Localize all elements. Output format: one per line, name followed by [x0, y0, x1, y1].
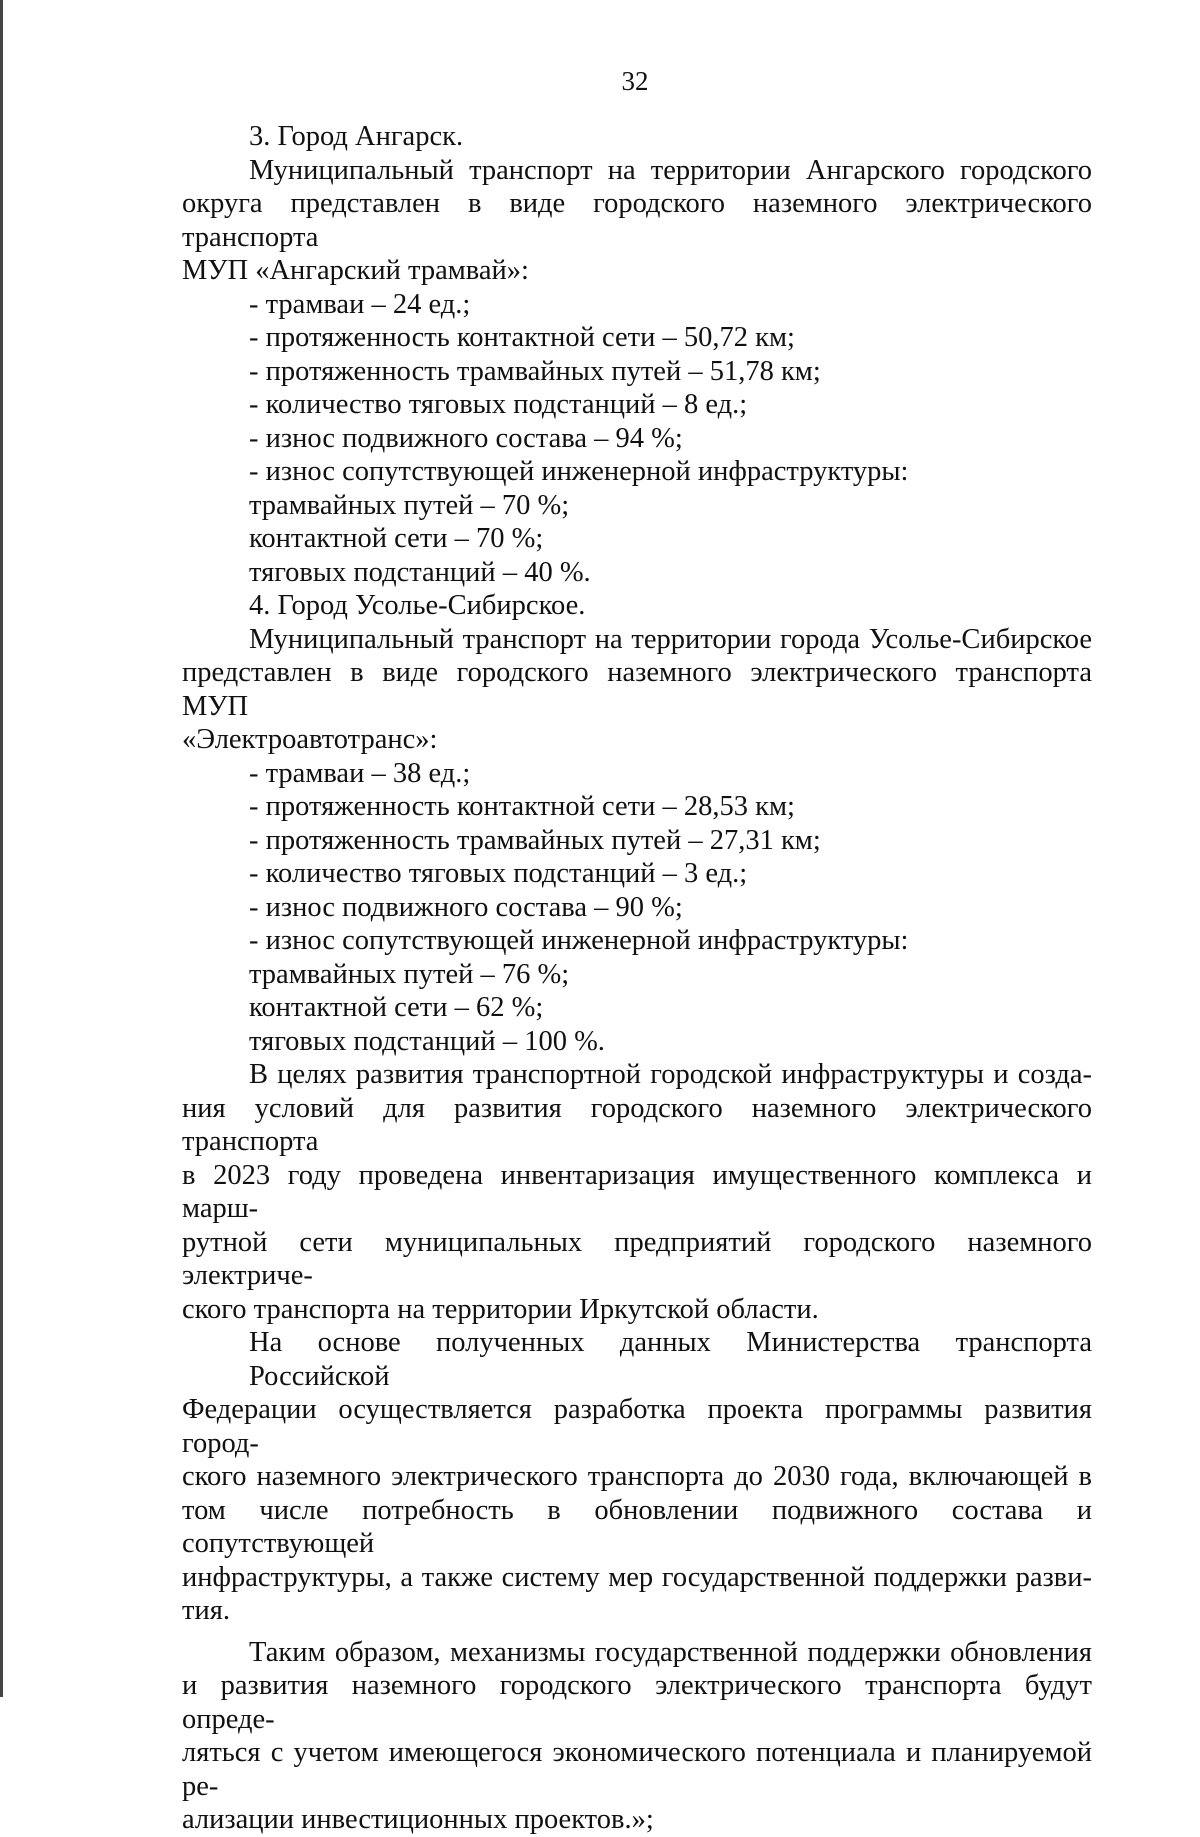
text-line: в 2023 году проведена инвентаризация имущественного комплекса и марш-: [182, 1159, 1092, 1224]
text-line: - износ сопутствующей инженерной инфраструктуры:: [249, 925, 909, 956]
text-line: контактной сети – 70 %;: [249, 523, 544, 554]
text-line: - трамваи – 24 ед.;: [249, 288, 471, 320]
text-line: МУП «Ангарский трамвай»:: [182, 255, 529, 286]
text-line: На основе полученных данных Министерства транспорта Российской: [249, 1327, 1092, 1392]
text-line: Федерации осуществляется разработка проекта программы развития город-: [182, 1394, 1092, 1459]
text-line: Муниципальный транспорт на территории города Усолье-Сибирское: [249, 623, 1092, 655]
text-line: трамвайных путей – 76 %;: [249, 958, 570, 990]
text-line: - износ сопутствующей инженерной инфраструктуры:: [249, 456, 909, 487]
text-line: - протяженность трамвайных путей – 27,31 км;: [249, 824, 821, 856]
text-line: и развития наземного городского электрического транспорта будут опреде-: [182, 1670, 1092, 1735]
text-line: трамвайных путей – 70 %;: [249, 489, 570, 521]
text-line: рутной сети муниципальных предприятий городского наземного электриче-: [182, 1226, 1092, 1291]
text-line: том числе потребность в обновлении подвижного состава и сопутствующей: [182, 1494, 1092, 1559]
text-line: тяговых подстанций – 40 %.: [249, 556, 591, 588]
text-line: В целях развития транспортной городской инфраструктуры и созда-: [249, 1059, 1092, 1090]
text-line: Таким образом, механизмы государственной поддержки обновления: [249, 1636, 1092, 1668]
text-line: тия.: [182, 1595, 230, 1626]
text-line: представлен в виде городского наземного электрического транспорта МУП: [182, 657, 1092, 722]
text-line: ализации инвестиционных проектов.»;: [182, 1804, 654, 1835]
text-line: ляться с учетом имеющегося экономического потенциала и планируемой ре-: [182, 1737, 1092, 1802]
text-line: Муниципальный транспорт на территории Ангарского городского: [249, 154, 1092, 186]
text-line: 3. Город Ангарск.: [249, 121, 464, 152]
text-line: - трамваи – 38 ед.;: [249, 757, 471, 789]
text-line: округа представлен в виде городского наземного электрического транспорта: [182, 188, 1092, 253]
paragraph-gap: [182, 1628, 1092, 1636]
text-line: - количество тяговых подстанций – 3 ед.;: [249, 858, 748, 889]
scan-edge: [0, 0, 3, 1697]
text-line: - количество тяговых подстанций – 8 ед.;: [249, 389, 748, 420]
page-number: 32: [621, 66, 649, 96]
text-line: контактной сети – 62 %;: [249, 992, 544, 1023]
text-line: ского транспорта на территории Иркутской области.: [182, 1293, 819, 1325]
text-line: - износ подвижного состава – 90 %;: [249, 891, 683, 923]
text-line: тяговых подстанций – 100 %.: [249, 1025, 605, 1057]
text-line: - износ подвижного состава – 94 %;: [249, 422, 683, 454]
text-line: - протяженность контактной сети – 50,72 км;: [249, 322, 795, 353]
text-line: ского наземного электрического транспорта до 2030 года, включающей в: [182, 1461, 1092, 1492]
text-line: инфраструктуры, а также систему мер государственной поддержки разви-: [182, 1561, 1092, 1593]
body-text: [182, 120, 1092, 1837]
text-line: 4. Город Усолье-Сибирское.: [249, 590, 586, 621]
text-line: - протяженность трамвайных путей – 51,78 км;: [249, 355, 821, 387]
text-line: «Электроавтотранс»:: [182, 724, 438, 755]
text-line: ния условий для развития городского наземного электрического транспорта: [182, 1092, 1092, 1157]
text-line: - протяженность контактной сети – 28,53 км;: [249, 791, 795, 822]
